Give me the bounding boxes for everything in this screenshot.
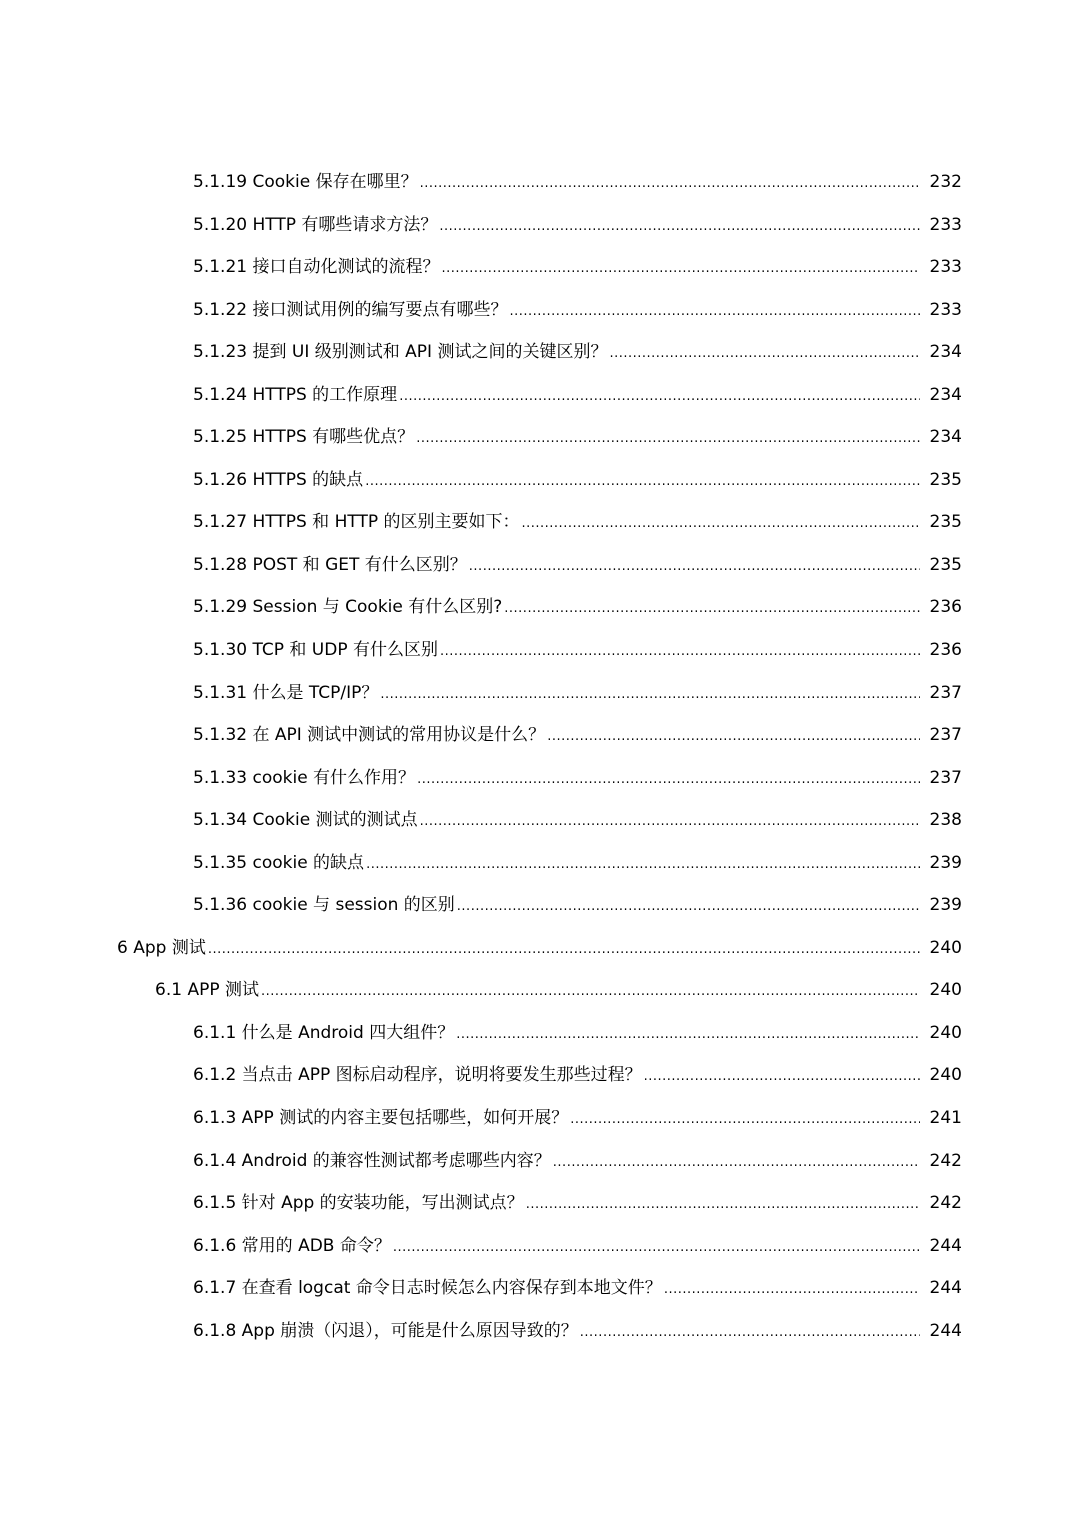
dot-leader [644,1056,920,1099]
toc-entry-title: 5.1.32 在 API 测试中测试的常用协议是什么？ [193,725,546,746]
toc-entry-title: 6.1.5 针对 App 的安装功能，写出测试点？ [193,1193,524,1214]
toc-entry-page-number: 236 [929,597,962,618]
toc-entry-title: 5.1.19 Cookie 保存在哪里？ [193,172,418,192]
toc-entry-title: 5.1.29 Session 与 Cookie 有什么区别? [193,597,503,618]
dot-leader [417,759,920,802]
toc-entry[interactable] [0,799,1080,842]
dot-leader [456,1014,920,1057]
dot-leader [509,291,920,334]
toc-entry-page-number: 236 [929,640,962,661]
toc-entry-title: 6.1.2 当点击 APP 图标启动程序，说明将要发生那些过程？ [193,1065,642,1086]
toc-entry-title: 5.1.26 HTTPS 的缺点 [193,469,364,490]
toc-entry[interactable] [0,629,1080,672]
dot-leader [457,886,920,929]
toc-entry-page-number: 237 [929,682,962,703]
dot-leader [380,674,920,717]
toc-entry-page-number: 239 [929,895,962,916]
toc-entry[interactable] [0,1225,1080,1268]
toc-entry-page-number: 244 [929,1320,962,1341]
dot-leader [365,461,920,504]
toc-entry-page-number: 233 [929,299,962,320]
toc-entry[interactable] [0,246,1080,289]
toc-entry[interactable] [0,1097,1080,1140]
dot-leader [441,248,920,291]
toc-entry-title: 6 App 测试 [117,937,206,958]
toc-entry[interactable] [0,416,1080,459]
toc-entry-page-number: 234 [929,342,962,363]
dot-leader [522,503,921,546]
toc-entry[interactable] [0,1140,1080,1183]
toc-entry-page-number: 240 [929,980,962,1001]
toc-entry-title: 5.1.23 提到 UI 级别测试和 API 测试之间的关键区别？ [193,342,608,363]
toc-entry-page-number: 244 [929,1235,962,1256]
toc-entry-page-number: 233 [929,214,962,235]
toc-entry-page-number: 235 [929,512,962,533]
toc-entry-title: 5.1.31 什么是 TCP/IP？ [193,682,379,703]
toc-entry[interactable] [0,204,1080,247]
toc-entry-title: 5.1.22 接口测试用例的编写要点有哪些？ [193,299,508,320]
toc-entry[interactable] [0,969,1080,1012]
dot-leader [416,418,920,461]
toc-entry-page-number: 233 [929,257,962,278]
toc-entry-page-number: 242 [929,1193,962,1214]
toc-entry-title: 6.1.4 Android 的兼容性测试都考虑哪些内容？ [193,1150,551,1171]
dot-leader [609,333,920,376]
dot-leader [393,1227,920,1270]
toc-entry-page-number: 244 [929,1278,962,1299]
toc-entry-page-number: 237 [929,725,962,746]
dot-leader [439,206,920,249]
toc-entry-page-number: 239 [929,852,962,873]
dot-leader [366,844,920,887]
toc-entry-page-number: 235 [929,554,962,575]
toc-entry[interactable] [0,289,1080,332]
toc-entry-title: 5.1.25 HTTPS 有哪些优点？ [193,427,415,448]
toc-entry-page-number: 240 [929,1022,962,1043]
dot-leader [664,1269,920,1312]
toc-entry-title: 5.1.36 cookie 与 session 的区别 [193,895,455,916]
toc-entry-title: 6.1.6 常用的 ADB 命令？ [193,1235,391,1256]
toc-entry-page-number: 235 [929,469,962,490]
toc-entry[interactable] [0,1267,1080,1310]
toc-entry[interactable] [0,884,1080,927]
dot-leader [420,801,920,844]
toc-entry-title: 5.1.34 Cookie 测试的测试点 [193,810,418,831]
toc-entry-title: 5.1.28 POST 和 GET 有什么区别？ [193,554,467,575]
toc-entry-page-number: 237 [929,767,962,788]
toc-entry-title: 6.1.1 什么是 Android 四大组件？ [193,1022,455,1043]
toc-entry-title: 5.1.33 cookie 有什么作用？ [193,767,416,788]
dot-leader [580,1312,920,1355]
toc-entry[interactable] [0,161,1080,204]
toc-entry[interactable] [0,1012,1080,1055]
dot-leader [399,376,920,419]
toc-entry-title: 5.1.27 HTTPS 和 HTTP 的区别主要如下： [193,512,520,533]
toc-entry-title: 5.1.20 HTTP 有哪些请求方法？ [193,214,438,235]
toc-entry[interactable] [0,459,1080,502]
toc-entry-page-number: 234 [929,427,962,448]
toc-entry-title: 5.1.35 cookie 的缺点 [193,852,365,873]
dot-leader [504,588,920,631]
toc-entry[interactable] [0,586,1080,629]
toc-entry-page-number: 240 [929,937,962,958]
dot-leader [420,163,920,206]
dot-leader [469,546,920,589]
dot-leader [208,929,920,972]
toc-entry[interactable] [0,331,1080,374]
dot-leader [547,716,920,759]
dot-leader [440,631,920,674]
toc-entry-title: 5.1.30 TCP 和 UDP 有什么区别 [193,640,438,661]
toc-entry[interactable] [0,714,1080,757]
dot-leader [526,1184,920,1227]
toc-entry-page-number: 241 [929,1108,962,1129]
toc-entry-title: 6.1 APP 测试 [155,980,259,1001]
toc-entry[interactable] [0,1054,1080,1097]
toc-entry-page-number: 240 [929,1065,962,1086]
toc-entry[interactable] [0,842,1080,885]
toc-entry[interactable] [0,1182,1080,1225]
toc-entry[interactable] [0,374,1080,417]
toc-entry[interactable] [0,927,1080,970]
toc-entry[interactable] [0,544,1080,587]
toc-entry[interactable] [0,757,1080,800]
dot-leader [553,1142,920,1185]
toc-entry-page-number: 238 [929,810,962,831]
toc-entry[interactable] [0,1310,1080,1353]
dot-leader [570,1099,920,1142]
toc-entry-title: 6.1.3 APP 测试的内容主要包括哪些，如何开展？ [193,1108,569,1129]
toc-entry-title: 6.1.7 在查看 logcat 命令日志时候怎么内容保存到本地文件？ [193,1278,662,1299]
toc-entry-page-number: 242 [929,1150,962,1171]
table-of-contents [0,161,1080,1352]
toc-entry-page-number: 232 [929,172,962,192]
toc-entry-title: 6.1.8 App 崩溃（闪退），可能是什么原因导致的？ [193,1320,578,1341]
toc-entry[interactable] [0,501,1080,544]
toc-entry-title: 5.1.21 接口自动化测试的流程？ [193,257,440,278]
dot-leader [261,971,920,1014]
toc-entry-title: 5.1.24 HTTPS 的工作原理 [193,384,398,405]
toc-entry[interactable] [0,672,1080,715]
toc-entry-page-number: 234 [929,384,962,405]
